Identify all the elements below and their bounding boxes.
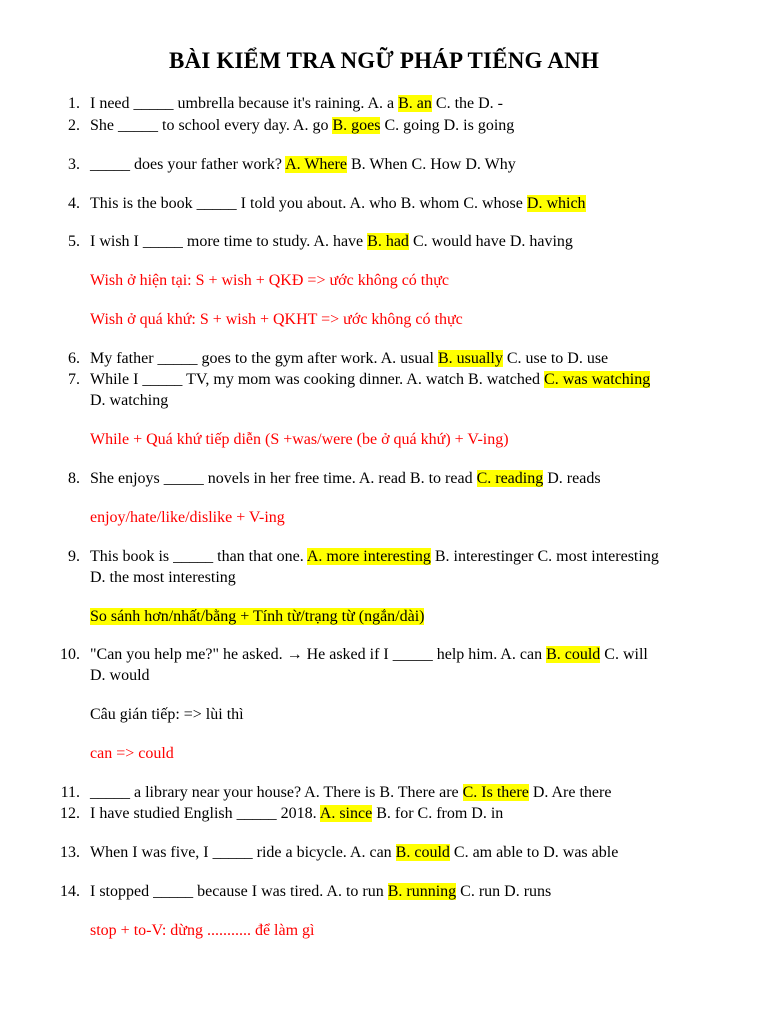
- answer-highlight: C. reading: [476, 470, 544, 487]
- item-number: 5.: [68, 233, 80, 250]
- answer-highlight: B. could: [546, 646, 601, 663]
- question-item-6: My father _____ goes to the gym after work. A. usual B. usually C. use to D. use: [90, 350, 609, 367]
- question-item-10: "Can you help me?" he asked. → He asked if I _____ help him. A. can B. could C. will: [90, 646, 648, 663]
- item-number: 14.: [60, 883, 80, 900]
- question-item-9: This book is _____ than that one. A. more interesting B. interestinger C. most interesting: [90, 548, 659, 565]
- item-number: 7.: [68, 371, 80, 388]
- answer-highlight: A. more interesting: [306, 548, 431, 565]
- item-number: 6.: [68, 350, 80, 367]
- item-number: 3.: [68, 156, 80, 173]
- answer-highlight: B. usually: [437, 350, 503, 367]
- item-number: 2.: [68, 117, 80, 134]
- item-number: 9.: [68, 548, 80, 565]
- question-item-8: She enjoys _____ novels in her free time. A. read B. to read C. reading D. reads: [90, 470, 601, 487]
- note-reported-speech: Câu gián tiếp: => lùi thì: [90, 706, 244, 723]
- answer-highlight: B. goes: [332, 117, 381, 134]
- question-item-5: I wish I _____ more time to study. A. have B. had C. would have D. having: [90, 233, 573, 250]
- answer-highlight: D. which: [526, 195, 586, 212]
- note-can-could: can => could: [90, 745, 174, 762]
- note-wish-present: Wish ở hiện tại: S + wish + QKĐ => ước không có thực: [90, 272, 450, 289]
- note-enjoy: enjoy/hate/like/dislike + V-ing: [90, 509, 285, 526]
- question-item-7-continued: D. watching: [90, 392, 169, 409]
- question-item-7: While I _____ TV, my mom was cooking dinner. A. watch B. watched C. was watching: [90, 371, 651, 388]
- question-item-10-continued: D. would: [90, 667, 150, 684]
- page-title: BÀI KIỂM TRA NGỮ PHÁP TIẾNG ANH: [168, 48, 600, 73]
- question-item-11: _____ a library near your house? A. There is B. There are C. Is there D. Are there: [90, 784, 612, 801]
- item-number: 11.: [60, 784, 80, 801]
- answer-highlight: B. had: [367, 233, 409, 250]
- question-item-14: I stopped _____ because I was tired. A. to run B. running C. run D. runs: [90, 883, 552, 900]
- question-item-2: She _____ to school every day. A. go B. goes C. going D. is going: [90, 117, 515, 134]
- question-item-13: When I was five, I _____ ride a bicycle. A. can B. could C. am able to D. was able: [90, 844, 619, 861]
- question-item-1: I need _____ umbrella because it's raining. A. a B. an C. the D. -: [90, 95, 504, 112]
- item-number: 13.: [60, 844, 80, 861]
- item-number: 10.: [60, 646, 80, 663]
- item-number: 8.: [68, 470, 80, 487]
- question-item-4: This is the book _____ I told you about. A. who B. whom C. whose D. which: [90, 195, 586, 212]
- item-number: 12.: [60, 805, 80, 822]
- answer-highlight: A. Where: [285, 156, 347, 173]
- answer-highlight: C. was watching: [544, 371, 651, 388]
- item-number: 1.: [68, 95, 80, 112]
- answer-highlight: B. running: [387, 883, 457, 900]
- answer-highlight: B. could: [395, 844, 450, 861]
- answer-highlight: C. Is there: [462, 784, 529, 801]
- note-while: While + Quá khứ tiếp diễn (S +was/were (be ở quá khứ) + V-ing): [90, 431, 509, 448]
- item-number: 4.: [68, 195, 80, 212]
- answer-highlight: A. since: [319, 805, 373, 822]
- note-wish-past: Wish ở quá khứ: S + wish + QKHT => ước không có thực: [90, 311, 463, 328]
- answer-highlight: B. an: [398, 95, 432, 112]
- question-item-9-continued: D. the most interesting: [90, 569, 236, 586]
- note-compare: So sánh hơn/nhất/bằng + Tính từ/trạng từ (ngắn/dài): [90, 608, 425, 625]
- question-item-12: I have studied English _____ 2018. A. since B. for C. from D. in: [90, 805, 504, 822]
- note-stop: stop + to-V: dừng ........... để làm gì: [90, 922, 315, 939]
- question-item-3: _____ does your father work? A. Where B. When C. How D. Why: [90, 156, 516, 173]
